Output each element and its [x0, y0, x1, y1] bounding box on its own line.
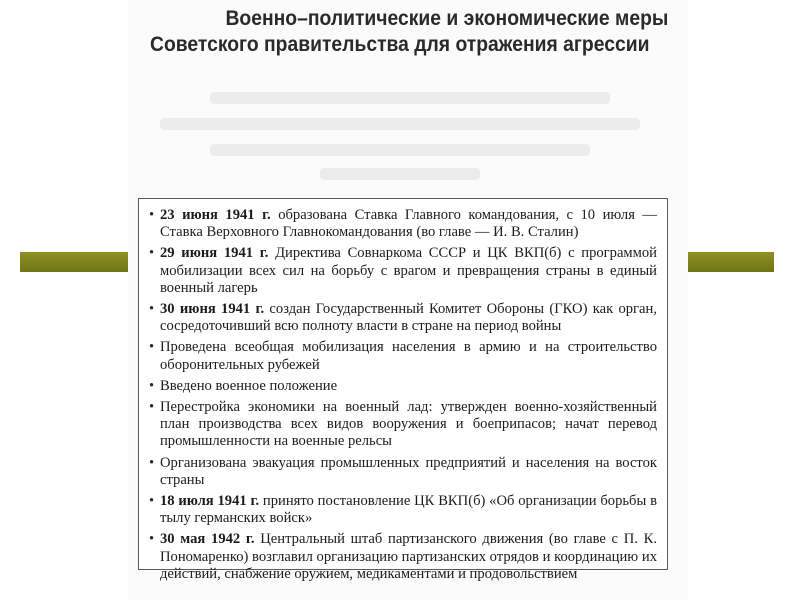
item-date: 18 июля 1941 г.: [160, 493, 260, 510]
faded-bleed-through-text: [150, 84, 670, 184]
left-accent-bar: [20, 252, 128, 272]
list-item: [149, 339, 657, 373]
item-text: образована Ставка Главного командования, с 10 июля — Ставка Верховного Главнокомандования (во главе — И. В. Сталин): [160, 207, 657, 241]
item-date: 29 июня 1941 г.: [160, 245, 269, 262]
list-item: [149, 531, 657, 583]
list-item: [149, 399, 657, 451]
item-text: Введено военное положение: [160, 377, 338, 394]
measures-box: [138, 198, 668, 582]
item-text: создан Государственный Комитет Обороны (ГКО) как орган, сосредоточивший всю полноту власти в стране на период войны: [160, 301, 657, 335]
list-item: [149, 493, 657, 527]
page-title: [150, 6, 669, 58]
measures-list: [149, 207, 657, 583]
list-item: [149, 245, 657, 297]
title-line-1: Военно–политические и экономические меры: [225, 7, 669, 30]
list-item: [149, 378, 657, 395]
right-accent-bar: [688, 252, 774, 272]
item-text: Перестройка экономики на военный лад: утвержден военно-хозяйственный план производства всех видов вооружения и боеприпасов; начат перевод промышленности на военные рельсы: [160, 399, 657, 450]
title-line-2: Советского правительства для отражения агрессии: [150, 33, 650, 56]
item-text: Проведена всеобщая мобилизация населения в армию и на строительство оборонительных рубежей: [160, 339, 657, 373]
list-item: [149, 455, 657, 489]
item-date: 23 июня 1941 г.: [160, 207, 271, 223]
item-date: 30 мая 1942 г.: [160, 531, 255, 548]
item-text: Организована эвакуация промышленных предприятий и населения на восток страны: [160, 454, 657, 488]
item-text: принято постановление ЦК ВКП(б) «Об организации борьбы в тылу германских войск»: [160, 493, 657, 527]
item-text: Директива Совнаркома СССР и ЦК ВКП(б) с программой мобилизации всех сил на борьбу с врагом и превращения страны в единый военный лагерь: [160, 245, 657, 296]
item-date: 30 июня 1941 г.: [160, 301, 265, 318]
item-text: Центральный штаб партизанского движения (во главе с П. К. Пономаренко) возглавил организацию партизанских отрядов и координацию их действий, снабжение оружием, медикаментами и продовольствием: [160, 531, 658, 582]
list-item: [149, 207, 657, 241]
list-item: [149, 301, 657, 335]
